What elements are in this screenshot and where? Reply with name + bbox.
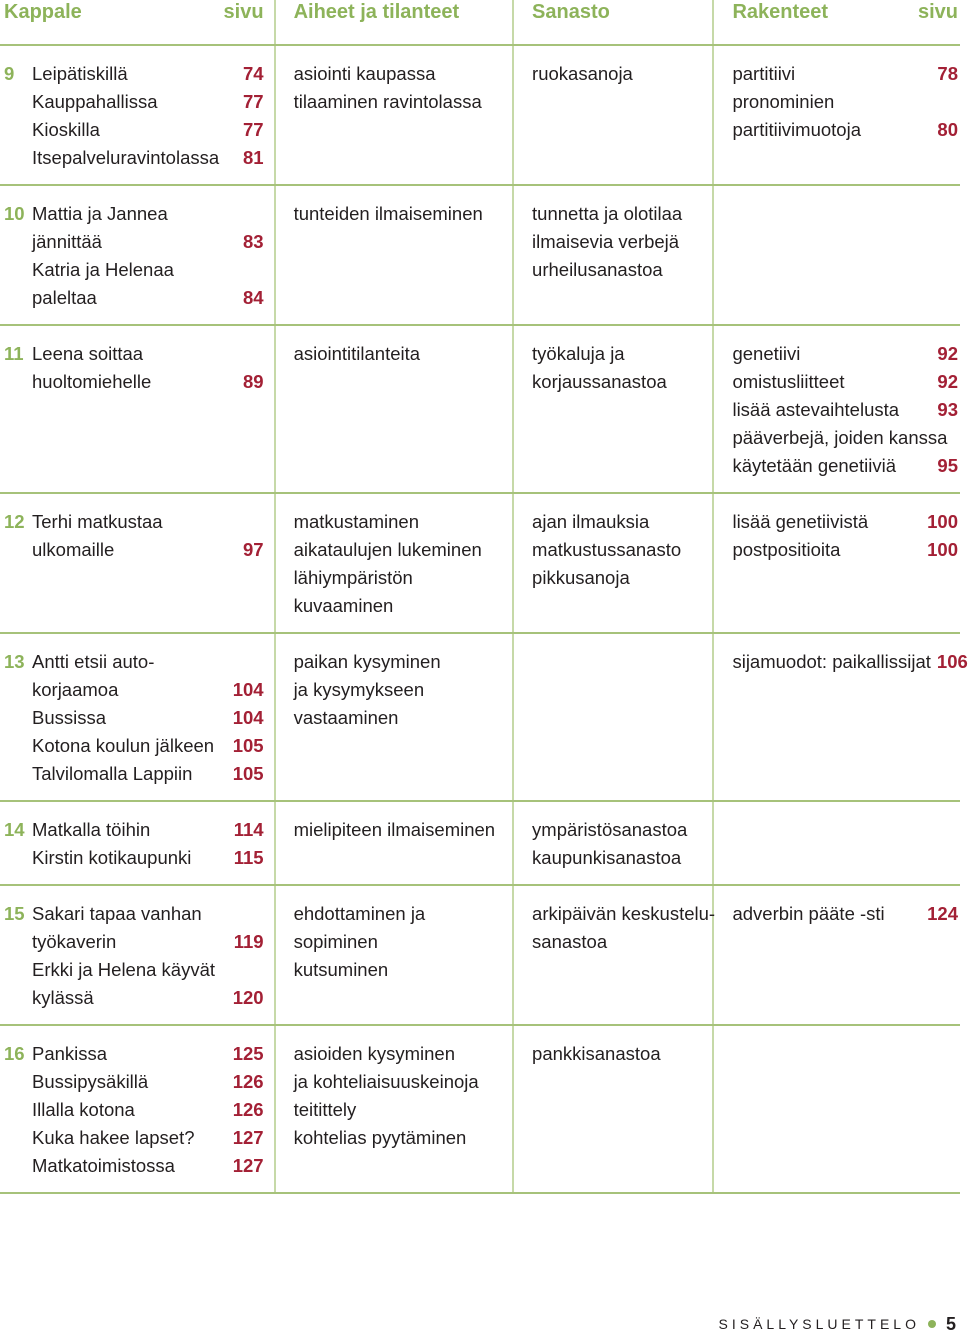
kappale-cell bbox=[0, 633, 275, 801]
kappale-page bbox=[258, 648, 264, 676]
table-row bbox=[0, 801, 960, 885]
rakenne-item bbox=[732, 396, 958, 424]
rakenne-page: 93 bbox=[937, 399, 958, 420]
sanasto-item: työkaluja ja bbox=[532, 343, 625, 364]
kappale-page: 81 bbox=[242, 147, 264, 168]
kappale-title: Matkatoimistossa bbox=[32, 1155, 175, 1176]
lesson-number: 16 bbox=[4, 1043, 25, 1064]
kappale-item bbox=[32, 1124, 264, 1152]
rakenne-page: 80 bbox=[937, 119, 958, 140]
kappale-item bbox=[32, 340, 264, 368]
header-kappale: Kappale bbox=[4, 1, 82, 23]
kappale-cell bbox=[0, 185, 275, 325]
kappale-page: 104 bbox=[232, 707, 264, 728]
rakenne-title: partitiivi bbox=[732, 63, 796, 84]
sanasto-cell bbox=[513, 45, 713, 185]
rakenne-page: 95 bbox=[937, 455, 958, 476]
kappale-page: 127 bbox=[232, 1155, 264, 1176]
sanasto-item: tunnetta ja olotilaa bbox=[532, 203, 683, 224]
kappale-item bbox=[32, 228, 264, 256]
header-aiheet: Aiheet ja tilanteet bbox=[293, 1, 460, 23]
aiheet-cell bbox=[275, 885, 513, 1025]
rakenne-page bbox=[952, 88, 958, 116]
kappale-title: Kotona koulun jälkeen bbox=[32, 735, 215, 756]
kappale-cell bbox=[0, 885, 275, 1025]
aihe-item: matkustaminen bbox=[293, 511, 420, 532]
rakenne-page bbox=[952, 424, 958, 452]
bullet-dot-icon bbox=[928, 1320, 936, 1328]
kappale-page: 115 bbox=[233, 847, 264, 868]
aihe-item: tunteiden ilmaiseminen bbox=[293, 203, 483, 224]
kappale-page: 120 bbox=[232, 987, 264, 1008]
kappale-item bbox=[32, 676, 264, 704]
kappale-item bbox=[32, 900, 264, 928]
lesson-number: 14 bbox=[4, 819, 25, 840]
kappale-item bbox=[32, 956, 264, 984]
aihe-item: lähiympäristön bbox=[293, 567, 413, 588]
sanasto-item: kaupunkisanastoa bbox=[532, 847, 682, 868]
header-sivu-2: sivu bbox=[917, 1, 958, 23]
kappale-page: 104 bbox=[232, 679, 264, 700]
footer-label: SISÄLLYSLUETTELO bbox=[718, 1316, 920, 1332]
sanasto-item: ajan ilmauksia bbox=[532, 511, 650, 532]
kappale-page: 119 bbox=[233, 931, 264, 952]
rakenne-title: genetiivi bbox=[732, 343, 801, 364]
lesson bbox=[4, 900, 264, 1012]
rakenne-title: pääverbejä, joiden kanssa bbox=[732, 427, 948, 448]
kappale-item bbox=[32, 760, 264, 788]
kappale-title: Erkki ja Helena käyvät bbox=[32, 959, 216, 980]
rakenteet-cell bbox=[713, 885, 960, 1025]
rakenne-page: 78 bbox=[937, 63, 958, 84]
kappale-title: Matkalla töihin bbox=[32, 819, 151, 840]
kappale-item bbox=[32, 508, 264, 536]
rakenne-title: postpositioita bbox=[732, 539, 841, 560]
kappale-item bbox=[32, 1068, 264, 1096]
rakenne-page: 124 bbox=[927, 903, 958, 924]
lesson-number: 11 bbox=[4, 343, 24, 364]
kappale-title: paleltaa bbox=[32, 287, 97, 308]
aiheet-cell bbox=[275, 185, 513, 325]
rakenne-title: partitiivimuotoja bbox=[732, 119, 861, 140]
aihe-item: tilaaminen ravintolassa bbox=[293, 91, 482, 112]
table-row bbox=[0, 885, 960, 1025]
kappale-title: huoltomiehelle bbox=[32, 371, 152, 392]
kappale-page bbox=[258, 200, 264, 228]
rakenteet-cell bbox=[713, 633, 968, 801]
rakenne-item bbox=[732, 508, 958, 536]
sanasto-cell bbox=[513, 325, 713, 493]
kappale-title: Kirstin kotikaupunki bbox=[32, 847, 192, 868]
rakenne-item bbox=[732, 424, 958, 452]
kappale-page: 77 bbox=[242, 119, 264, 140]
page-number: 5 bbox=[945, 1314, 956, 1334]
kappale-page: 126 bbox=[232, 1099, 264, 1120]
aiheet-cell bbox=[275, 493, 513, 633]
kappale-item bbox=[32, 704, 264, 732]
kappale-item bbox=[32, 816, 264, 844]
rakenne-item bbox=[732, 368, 958, 396]
aihe-item: kohtelias pyytäminen bbox=[293, 1127, 467, 1148]
kappale-item bbox=[32, 928, 264, 956]
rakenne-item bbox=[732, 88, 958, 116]
toc-body bbox=[0, 45, 968, 1193]
sanasto-cell bbox=[513, 185, 713, 325]
rakenne-title: sijamuodot: paikallissijat bbox=[732, 651, 931, 672]
aiheet-cell bbox=[275, 45, 513, 185]
header-kappale-cell bbox=[0, 0, 275, 45]
kappale-title: kylässä bbox=[32, 987, 94, 1008]
rakenne-title: omistusliitteet bbox=[732, 371, 845, 392]
sanasto-item: pikkusanoja bbox=[532, 567, 630, 588]
kappale-page: 127 bbox=[232, 1127, 264, 1148]
sanasto-item: ruokasanoja bbox=[532, 63, 633, 84]
rakenteet-cell bbox=[713, 45, 960, 185]
kappale-title: Mattia ja Jannea bbox=[32, 203, 168, 224]
aihe-item: asioiden kysyminen bbox=[293, 1043, 456, 1064]
kappale-cell bbox=[0, 801, 275, 885]
aiheet-cell bbox=[275, 801, 513, 885]
lesson-number: 15 bbox=[4, 903, 25, 924]
lesson bbox=[4, 200, 264, 312]
kappale-item bbox=[32, 256, 264, 284]
kappale-page: 74 bbox=[242, 63, 264, 84]
aihe-item: asiointitilanteita bbox=[293, 343, 421, 364]
rakenne-page: 100 bbox=[927, 511, 958, 532]
sanasto-item: pankkisanastoa bbox=[532, 1043, 661, 1064]
aihe-item: sopiminen bbox=[293, 931, 378, 952]
rakenteet-cell bbox=[713, 1025, 960, 1193]
lesson-number: 9 bbox=[4, 63, 15, 84]
sanasto-item: sanastoa bbox=[532, 931, 608, 952]
kappale-item bbox=[32, 144, 264, 172]
rakenne-title: pronominien bbox=[732, 91, 835, 112]
header-row bbox=[0, 0, 960, 45]
kappale-page: 114 bbox=[233, 819, 264, 840]
lesson-number: 13 bbox=[4, 651, 25, 672]
table-row bbox=[0, 325, 960, 493]
rakenne-item bbox=[732, 452, 958, 480]
page-footer bbox=[719, 1313, 956, 1335]
kappale-item bbox=[32, 88, 264, 116]
aihe-item: paikan kysyminen bbox=[293, 651, 441, 672]
table-row bbox=[0, 45, 960, 185]
sanasto-cell bbox=[513, 801, 713, 885]
rakenne-item bbox=[732, 648, 968, 676]
kappale-page bbox=[258, 956, 264, 984]
rakenne-page: 92 bbox=[937, 371, 958, 392]
kappale-title: Leena soittaa bbox=[32, 343, 144, 364]
kappale-title: Itsepalveluravintolassa bbox=[32, 147, 220, 168]
kappale-cell bbox=[0, 45, 275, 185]
sanasto-item: ympäristösanastoa bbox=[532, 819, 688, 840]
kappale-page bbox=[258, 256, 264, 284]
kappale-page bbox=[258, 340, 264, 368]
kappale-title: jännittää bbox=[32, 231, 102, 252]
kappale-item bbox=[32, 1096, 264, 1124]
aihe-item: ehdottaminen ja bbox=[293, 903, 426, 924]
kappale-title: Kauppahallissa bbox=[32, 91, 158, 112]
kappale-item bbox=[32, 536, 264, 564]
kappale-item bbox=[32, 116, 264, 144]
sanasto-item: korjaussanastoa bbox=[532, 371, 667, 392]
kappale-title: Katria ja Helenaa bbox=[32, 259, 174, 280]
kappale-title: Terhi matkustaa bbox=[32, 511, 163, 532]
rakenne-item bbox=[732, 536, 958, 564]
aihe-item: kutsuminen bbox=[293, 959, 389, 980]
kappale-page: 84 bbox=[242, 287, 264, 308]
sanasto-cell bbox=[513, 493, 713, 633]
header-sivu-1: sivu bbox=[223, 1, 264, 23]
aihe-item: asiointi kaupassa bbox=[293, 63, 436, 84]
kappale-title: Bussissa bbox=[32, 707, 107, 728]
rakenne-title: lisää astevaihtelusta bbox=[732, 399, 900, 420]
sanasto-item: ilmaisevia verbejä bbox=[532, 231, 680, 252]
kappale-page: 89 bbox=[242, 371, 264, 392]
kappale-title: Talvilomalla Lappiin bbox=[32, 763, 193, 784]
header-sanasto: Sanasto bbox=[532, 1, 610, 23]
sanasto-item: arkipäivän keskustelu- bbox=[532, 903, 716, 924]
kappale-cell bbox=[0, 493, 275, 633]
table-row bbox=[0, 493, 960, 633]
aihe-item: teitittely bbox=[293, 1099, 357, 1120]
lesson-number: 10 bbox=[4, 203, 25, 224]
sanasto-item: matkustussanasto bbox=[532, 539, 682, 560]
kappale-page: 83 bbox=[242, 231, 264, 252]
kappale-item bbox=[32, 1040, 264, 1068]
rakenne-item bbox=[732, 116, 958, 144]
kappale-item bbox=[32, 60, 264, 88]
rakenteet-cell bbox=[713, 801, 960, 885]
sanasto-cell bbox=[513, 633, 713, 801]
rakenne-page: 92 bbox=[937, 343, 958, 364]
kappale-title: korjaamoa bbox=[32, 679, 119, 700]
rakenne-item bbox=[732, 340, 958, 368]
aihe-item: mielipiteen ilmaiseminen bbox=[293, 819, 496, 840]
table-row bbox=[0, 1025, 960, 1193]
sanasto-cell bbox=[513, 1025, 713, 1193]
kappale-title: Leipätiskillä bbox=[32, 63, 128, 84]
rakenteet-cell bbox=[713, 325, 960, 493]
header-rakenteet: Rakenteet bbox=[732, 1, 829, 23]
rakenne-title: adverbin pääte -sti bbox=[732, 903, 885, 924]
table-row bbox=[0, 633, 960, 801]
kappale-title: Illalla kotona bbox=[32, 1099, 135, 1120]
kappale-item bbox=[32, 284, 264, 312]
kappale-item bbox=[32, 1152, 264, 1180]
header-rakenteet-cell bbox=[713, 0, 960, 45]
kappale-title: Sakari tapaa vanhan bbox=[32, 903, 202, 924]
kappale-page: 77 bbox=[242, 91, 264, 112]
aihe-item: ja kohteliaisuuskeinoja bbox=[293, 1071, 479, 1092]
kappale-title: ulkomaille bbox=[32, 539, 115, 560]
sanasto-cell bbox=[513, 885, 716, 1025]
lesson bbox=[4, 648, 264, 788]
rakenne-item bbox=[732, 900, 958, 928]
rakenne-page: 100 bbox=[927, 539, 958, 560]
header-aiheet-cell bbox=[275, 0, 513, 45]
lesson-number: 12 bbox=[4, 511, 25, 532]
lesson bbox=[4, 816, 264, 872]
kappale-title: Kuka hakee lapset? bbox=[32, 1127, 195, 1148]
rakenne-item bbox=[732, 60, 958, 88]
kappale-page: 97 bbox=[242, 539, 264, 560]
aiheet-cell bbox=[275, 633, 513, 801]
rakenne-page: 106 bbox=[936, 651, 968, 672]
kappale-title: Kioskilla bbox=[32, 119, 100, 140]
rakenteet-cell bbox=[713, 493, 960, 633]
aihe-item: aikataulujen lukeminen bbox=[293, 539, 482, 560]
lesson bbox=[4, 60, 264, 172]
table-row bbox=[0, 185, 960, 325]
lesson bbox=[4, 1040, 264, 1180]
lesson bbox=[4, 508, 264, 564]
kappale-page: 105 bbox=[232, 735, 264, 756]
kappale-item bbox=[32, 984, 264, 1012]
aiheet-cell bbox=[275, 1025, 513, 1193]
kappale-item bbox=[32, 200, 264, 228]
kappale-item bbox=[32, 368, 264, 396]
aihe-item: vastaaminen bbox=[293, 707, 399, 728]
aihe-item: kuvaaminen bbox=[293, 595, 394, 616]
sanasto-item: urheilusanastoa bbox=[532, 259, 663, 280]
aihe-item: ja kysymykseen bbox=[293, 679, 425, 700]
kappale-cell bbox=[0, 1025, 275, 1193]
rakenne-title: käytetään genetiiviä bbox=[732, 455, 896, 476]
kappale-item bbox=[32, 732, 264, 760]
header-sanasto-cell bbox=[513, 0, 713, 45]
kappale-page bbox=[258, 508, 264, 536]
kappale-page bbox=[258, 900, 264, 928]
kappale-item bbox=[32, 648, 264, 676]
kappale-page: 126 bbox=[232, 1071, 264, 1092]
kappale-page: 125 bbox=[232, 1043, 264, 1064]
aiheet-cell bbox=[275, 325, 513, 493]
kappale-title: Bussipysäkillä bbox=[32, 1071, 149, 1092]
kappale-title: Antti etsii auto- bbox=[32, 651, 155, 672]
kappale-cell bbox=[0, 325, 275, 493]
lesson bbox=[4, 340, 264, 396]
kappale-title: Pankissa bbox=[32, 1043, 108, 1064]
rakenne-title: lisää genetiivistä bbox=[732, 511, 869, 532]
kappale-item bbox=[32, 844, 264, 872]
rakenteet-cell bbox=[713, 185, 960, 325]
kappale-title: työkaverin bbox=[32, 931, 117, 952]
kappale-page: 105 bbox=[232, 763, 264, 784]
